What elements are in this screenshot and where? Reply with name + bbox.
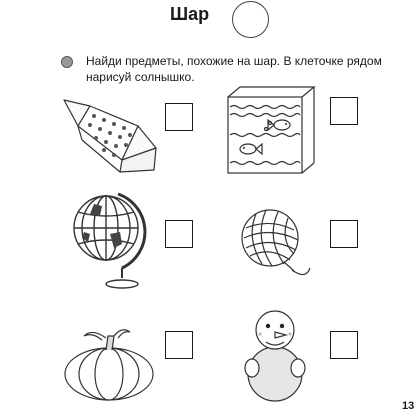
page-title: Шар bbox=[170, 4, 210, 24]
pumpkin-icon bbox=[62, 322, 157, 402]
ball-circle-icon bbox=[232, 1, 269, 38]
page-number: 13 bbox=[402, 400, 415, 412]
roly-poly-toy-icon bbox=[240, 306, 310, 402]
yarn-ball-icon bbox=[240, 206, 312, 282]
answer-box-yarn[interactable] bbox=[330, 220, 358, 248]
answer-box-aquarium[interactable] bbox=[330, 97, 358, 125]
answer-box-toy[interactable] bbox=[330, 331, 358, 359]
answer-box-globe[interactable] bbox=[165, 220, 193, 248]
bullet-icon bbox=[61, 56, 73, 68]
globe-icon bbox=[70, 190, 160, 290]
aquarium-icon bbox=[224, 83, 319, 178]
instruction-text: Найди предметы, похожие на шар. В клеточке рядом нарисуй солнышко. bbox=[86, 54, 382, 84]
candy-icon bbox=[60, 98, 160, 176]
answer-box-candy[interactable] bbox=[165, 103, 193, 131]
answer-box-pumpkin[interactable] bbox=[165, 331, 193, 359]
